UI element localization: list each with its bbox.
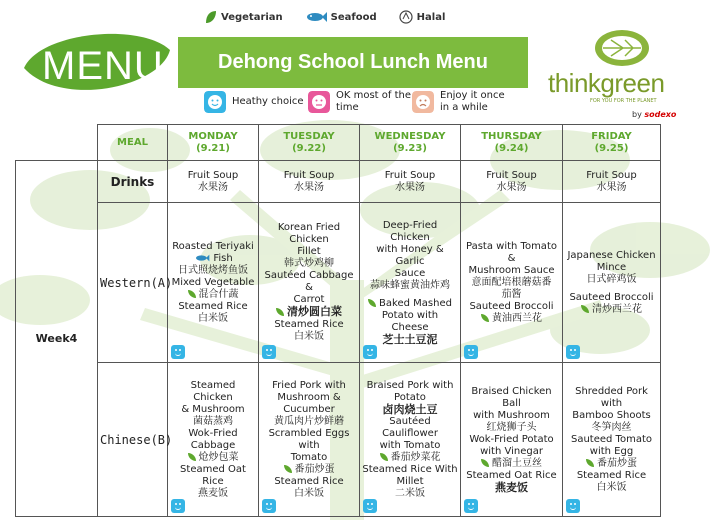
dish-line: 韩式炒鸡柳 bbox=[284, 258, 334, 269]
legend-halal-label: Halal bbox=[416, 11, 446, 23]
food-type-legend bbox=[205, 10, 445, 24]
dish-cn: 水果汤 bbox=[395, 181, 425, 193]
dish-line: 番茄炒蛋 bbox=[597, 457, 637, 469]
dish-cn: 水果汤 bbox=[496, 181, 527, 193]
vegetarian-leaf-icon bbox=[586, 459, 594, 467]
logo-tagline: FOR YOU FOR THE PLANET bbox=[590, 98, 657, 104]
dish-line: 日式照烧烤鱼饭 bbox=[178, 264, 248, 276]
dish-line-with-leaf bbox=[463, 313, 560, 325]
healthy-face-icon bbox=[262, 499, 276, 513]
dish-line: Mushroom & bbox=[277, 391, 341, 403]
meal-header: MEAL bbox=[98, 125, 168, 161]
healthy-face-icon bbox=[171, 345, 185, 359]
dish-line: Deep-Fried Chicken bbox=[382, 219, 438, 243]
day-date: (9.24) bbox=[494, 142, 529, 154]
corner-cell bbox=[16, 125, 98, 161]
legend-healthy bbox=[204, 90, 308, 114]
fish-icon bbox=[193, 254, 211, 262]
dish-line: Steamed Oat Rice bbox=[180, 463, 246, 487]
western-label: Western(A) bbox=[98, 203, 168, 363]
drinks-label: Drinks bbox=[98, 161, 168, 203]
chinese-cell-monday bbox=[168, 363, 259, 517]
dish-line: 白米饭 bbox=[596, 481, 627, 493]
healthy-face-icon bbox=[363, 499, 377, 513]
dish-line: Cucumber bbox=[283, 403, 335, 415]
vegetarian-leaf-icon bbox=[188, 453, 196, 461]
fish-icon bbox=[305, 11, 327, 23]
dish-line: 芝士土豆泥 bbox=[382, 332, 438, 346]
smiley-face-blue-icon bbox=[204, 91, 226, 113]
dish-line: 清炒西兰花 bbox=[592, 303, 642, 315]
healthy-face-icon bbox=[464, 499, 478, 513]
dish-line: Bamboo Shoots bbox=[572, 409, 651, 421]
vegetarian-leaf-icon bbox=[284, 465, 292, 473]
green-leaf-logo-icon bbox=[593, 26, 651, 70]
vegetarian-leaf-icon bbox=[481, 314, 489, 322]
header-tuesday bbox=[259, 125, 360, 161]
dish-line: & Mushroom bbox=[181, 403, 245, 415]
dish-line: 白米饭 bbox=[294, 487, 324, 499]
day-name: TUESDAY bbox=[283, 130, 335, 142]
logo-brand-text: thinkgreen bbox=[548, 68, 665, 98]
dish-line: Korean Fried Chicken bbox=[277, 222, 341, 245]
dish-line-with-fish bbox=[170, 253, 256, 265]
dish-line: 醋溜土豆丝 bbox=[492, 457, 542, 469]
healthy-face-icon bbox=[262, 345, 276, 359]
chinese-cell-friday bbox=[563, 363, 661, 517]
dish-line: Steamed Chicken bbox=[190, 379, 236, 403]
dish-line: Steamed Rice bbox=[576, 469, 647, 481]
dish-line: Baked Mashed bbox=[379, 297, 452, 309]
dish-line: 炝炒包菜 bbox=[198, 451, 239, 463]
dish-line: Wok-Fried Potato bbox=[469, 433, 554, 445]
healthy-face-icon bbox=[566, 345, 580, 359]
dish-line: Fillet bbox=[297, 246, 321, 257]
dish-line: 黄油西兰花 bbox=[492, 312, 542, 324]
dish-line: Tomato bbox=[290, 451, 328, 463]
dish-line: 日式碎鸡饭 bbox=[586, 273, 637, 285]
menu-title-bar bbox=[178, 37, 528, 88]
dish-line: Mushroom Sauce bbox=[468, 264, 555, 276]
week-label: Week4 bbox=[16, 161, 98, 517]
vegetarian-leaf-icon bbox=[276, 308, 284, 316]
day-date: (9.25) bbox=[594, 142, 629, 154]
dish-cn: 水果汤 bbox=[198, 181, 228, 193]
header-friday bbox=[563, 125, 661, 161]
vegetarian-leaf-icon bbox=[368, 299, 376, 307]
lunch-menu-table bbox=[15, 124, 661, 517]
legend-occasional bbox=[412, 90, 516, 114]
header-wednesday bbox=[360, 125, 461, 161]
dish-line: with Tomato bbox=[379, 439, 441, 451]
dish-en: Fruit Soup bbox=[486, 169, 537, 181]
dish-line: Sautéed Cabbage & bbox=[264, 270, 354, 293]
dish-cn: 水果汤 bbox=[596, 181, 627, 193]
dish-line: Sauteed Broccoli bbox=[469, 300, 554, 312]
dish-line: Pasta with Tomato & bbox=[466, 240, 557, 264]
dish-line-with-leaf bbox=[463, 458, 560, 470]
dish-line-with-leaf bbox=[261, 464, 357, 476]
dish-line: 意面配培根蘑菇番 bbox=[471, 276, 552, 288]
dish-line: Scrambled Eggs with bbox=[268, 427, 350, 451]
drinks-cell-wednesday bbox=[360, 161, 461, 203]
dish-line: 茄酱 bbox=[501, 288, 522, 300]
dish-line-with-leaf bbox=[362, 298, 458, 310]
dish-line: Fish bbox=[213, 252, 233, 264]
dish-line: 卤肉烧土豆 bbox=[382, 402, 438, 416]
legend-ok-label: OK most of the time bbox=[336, 90, 412, 113]
drinks-cell-friday bbox=[563, 161, 661, 203]
vegetarian-leaf-icon bbox=[581, 305, 589, 313]
legend-healthy-label: Heathy choice bbox=[232, 96, 304, 107]
healthy-face-icon bbox=[464, 345, 478, 359]
vegetarian-leaf-icon bbox=[380, 453, 388, 461]
dish-line: Braised Chicken Ball bbox=[471, 385, 552, 409]
dish-line-with-leaf bbox=[170, 289, 256, 301]
dish-line-with-leaf bbox=[261, 306, 357, 319]
dish-en: Fruit Soup bbox=[187, 169, 239, 181]
dish-line: Japanese Chicken bbox=[567, 249, 656, 261]
drinks-cell-thursday bbox=[461, 161, 563, 203]
health-rating-legend bbox=[204, 90, 516, 114]
sad-face-peach-icon bbox=[412, 91, 434, 113]
chinese-row bbox=[16, 363, 661, 517]
legend-vegetarian bbox=[205, 10, 283, 24]
dish-line: with Mushroom bbox=[473, 409, 550, 421]
header-monday bbox=[168, 125, 259, 161]
day-name: FRIDAY bbox=[591, 130, 632, 142]
logo-by-text: by bbox=[632, 110, 642, 119]
dish-line: 混合什蔬 bbox=[198, 288, 239, 300]
vegetarian-leaf-icon bbox=[188, 290, 196, 298]
day-date: (9.22) bbox=[292, 142, 326, 154]
dish-line: Fried Pork with bbox=[272, 379, 346, 391]
dish-line: Braised Pork with bbox=[366, 379, 454, 391]
dish-line: Sauteed Tomato bbox=[570, 433, 652, 445]
dish-line: Mixed Vegetable bbox=[171, 276, 255, 288]
chinese-label: Chinese(B) bbox=[98, 363, 168, 517]
dish-line: Wok-Fried bbox=[188, 427, 238, 439]
chinese-cell-thursday bbox=[461, 363, 563, 517]
legend-ok bbox=[308, 90, 412, 114]
dish-line: 白米饭 bbox=[198, 312, 228, 324]
chinese-cell-wednesday bbox=[360, 363, 461, 517]
chinese-cell-tuesday bbox=[259, 363, 360, 517]
logo-company-text: sodexo bbox=[644, 110, 677, 119]
western-cell-friday bbox=[563, 203, 661, 363]
dish-line: Roasted Teriyaki bbox=[172, 240, 254, 252]
day-date: (9.21) bbox=[196, 142, 230, 154]
western-cell-thursday bbox=[461, 203, 563, 363]
dish-line: Cabbage bbox=[190, 439, 236, 451]
vegetarian-leaf-icon bbox=[481, 459, 489, 467]
dish-cn: 水果汤 bbox=[294, 181, 324, 193]
healthy-face-icon bbox=[363, 345, 377, 359]
dish-line: 清炒圆白菜 bbox=[287, 305, 342, 318]
page-title: Dehong School Lunch Menu bbox=[218, 51, 488, 73]
thinkgreen-logo bbox=[548, 26, 698, 122]
western-row bbox=[16, 203, 661, 363]
dish-line-with-leaf bbox=[362, 452, 458, 464]
dish-line: 番茄炒菜花 bbox=[390, 451, 441, 463]
drinks-cell-tuesday bbox=[259, 161, 360, 203]
header-thursday bbox=[461, 125, 563, 161]
western-cell-wednesday bbox=[360, 203, 461, 363]
dish-line-with-leaf bbox=[170, 452, 256, 464]
dish-en: Fruit Soup bbox=[283, 169, 335, 181]
dish-line: 番茄炒蛋 bbox=[294, 463, 335, 475]
dish-line: Millet bbox=[396, 475, 424, 487]
dish-line: 蒜味蜂蜜黄油炸鸡 bbox=[370, 279, 450, 291]
dish-line: Steamed Oat Rice bbox=[466, 469, 557, 481]
dish-line: Shredded Pork with bbox=[575, 385, 648, 409]
dish-line: Steamed Rice bbox=[178, 300, 248, 312]
dish-line: 黄瓜肉片炒鲜蘑 bbox=[274, 415, 344, 427]
dish-line: with Vinegar bbox=[480, 445, 543, 457]
dish-line-with-leaf bbox=[565, 458, 658, 470]
dish-line: 燕麦饭 bbox=[495, 480, 528, 494]
dish-line: Steamed Rice bbox=[274, 475, 344, 487]
dish-line: Potato with Cheese bbox=[381, 309, 439, 333]
dish-line: with Honey & Garlic bbox=[376, 243, 444, 267]
dish-line: with Egg bbox=[589, 445, 634, 457]
dish-line: 白米饭 bbox=[294, 331, 324, 342]
day-date: (9.23) bbox=[393, 142, 427, 154]
healthy-face-icon bbox=[171, 499, 185, 513]
dish-en: Fruit Soup bbox=[586, 169, 637, 181]
day-name: WEDNESDAY bbox=[374, 130, 446, 142]
dish-line: Sauce bbox=[394, 267, 426, 279]
dish-line: 二米饭 bbox=[395, 487, 425, 499]
header-row bbox=[16, 125, 661, 161]
healthy-face-icon bbox=[566, 499, 580, 513]
legend-occasional-label: Enjoy it once in a while bbox=[440, 90, 505, 113]
day-name: MONDAY bbox=[188, 130, 238, 142]
halal-icon bbox=[399, 10, 413, 24]
dish-line: 菌菇蒸鸡 bbox=[193, 415, 233, 427]
western-cell-monday bbox=[168, 203, 259, 363]
legend-seafood-label: Seafood bbox=[330, 11, 377, 23]
drinks-row bbox=[16, 161, 661, 203]
dish-line: 燕麦饭 bbox=[198, 487, 228, 499]
vegetarian-leaf-icon bbox=[205, 10, 217, 24]
dish-line-with-leaf bbox=[565, 304, 658, 316]
dish-line: 红烧狮子头 bbox=[486, 421, 537, 433]
dish-line: Potato bbox=[394, 391, 426, 403]
dish-line: Sauteed Broccoli bbox=[569, 291, 654, 303]
dish-line: Carrot bbox=[293, 294, 325, 305]
dish-line: Mince bbox=[596, 261, 627, 273]
drinks-cell-monday bbox=[168, 161, 259, 203]
legend-seafood bbox=[305, 11, 377, 23]
western-cell-tuesday bbox=[259, 203, 360, 363]
menu-badge-text: MENU bbox=[42, 44, 164, 88]
legend-vegetarian-label: Vegetarian bbox=[221, 11, 283, 23]
day-name: THURSDAY bbox=[481, 130, 542, 142]
neutral-face-pink-icon bbox=[308, 91, 330, 113]
dish-line: Steamed Rice bbox=[274, 319, 344, 330]
logo-by-line bbox=[632, 110, 676, 119]
dish-line: Steamed Rice With bbox=[362, 463, 458, 475]
dish-en: Fruit Soup bbox=[384, 169, 436, 181]
dish-line: 冬笋肉丝 bbox=[591, 421, 632, 433]
dish-line: Sautéed Cauliflower bbox=[382, 415, 438, 439]
legend-halal bbox=[399, 10, 446, 24]
